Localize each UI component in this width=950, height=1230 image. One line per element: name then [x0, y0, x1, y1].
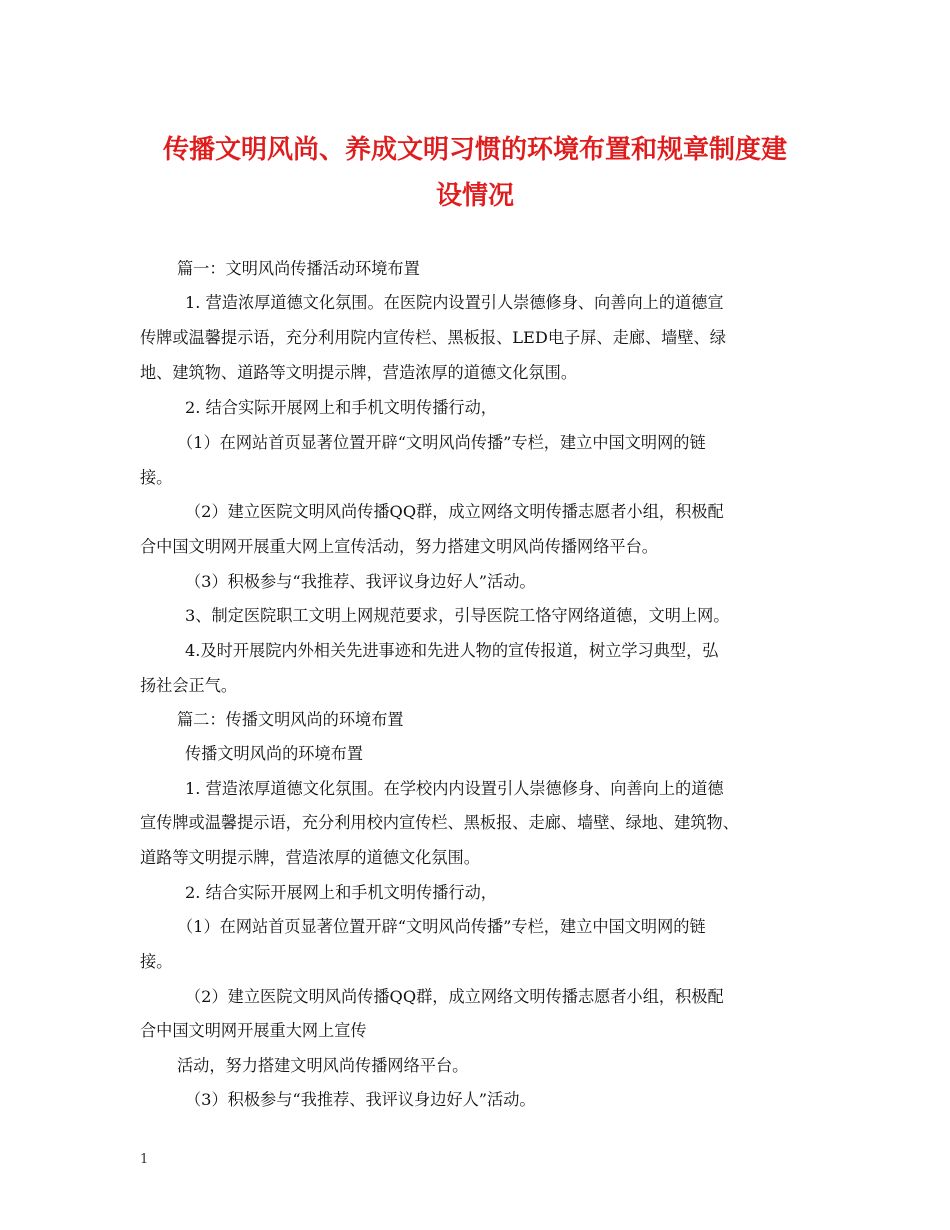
paragraph-line: （2）建立医院文明风尚传播QQ群，成立网络文明传播志愿者小组，积极配 [185, 987, 724, 1006]
paragraph-line: 2. 结合实际开展网上和手机文明传播行动， [185, 883, 497, 902]
section-heading-1: 篇一：文明风尚传播活动环境布置 [177, 259, 420, 278]
section-heading-2: 篇二：传播文明风尚的环境布置 [177, 710, 404, 729]
paragraph-line: 4.及时开展院内外相关先进事迹和先进人物的宣传报道，树立学习典型，弘 [185, 641, 719, 660]
paragraph-line: 宣传牌或温馨提示语，充分利用校内宣传栏、黑板报、走廊、墙壁、绿地、建筑物、 [140, 813, 739, 832]
document-title-line-1: 传播文明风尚、养成文明习惯的环境布置和规章制度建 [162, 135, 787, 165]
paragraph-line: 合中国文明网开展重大网上宣传 [140, 1021, 367, 1040]
paragraph-line: （3）积极参与“我推荐、我评议身边好人”活动。 [185, 1090, 536, 1109]
paragraph-line: （3）积极参与“我推荐、我评议身边好人”活动。 [185, 572, 536, 591]
paragraph-line: 合中国文明网开展重大网上宣传活动，努力搭建文明风尚传播网络平台。 [140, 537, 658, 556]
paragraph-line: 传牌或温馨提示语，充分利用院内宣传栏、黑板报、LED电子屏、走廊、墙壁、绿 [140, 328, 726, 347]
paragraph-line: 道路等文明提示牌，营造浓厚的道德文化氛围。 [140, 848, 480, 867]
paragraph-line: 1. 营造浓厚道德文化氛围。在学校内内设置引人崇德修身、向善向上的道德 [185, 779, 724, 798]
paragraph-line: 地、建筑物、道路等文明提示牌，营造浓厚的道德文化氛围。 [140, 363, 578, 382]
paragraph-line: 接。 [140, 952, 173, 971]
paragraph-line: 接。 [140, 468, 173, 487]
paragraph-line: 传播文明风尚的环境布置 [185, 744, 364, 763]
paragraph-line: 3、制定医院职工文明上网规范要求，引导医院工恪守网络道德，文明上网。 [185, 606, 730, 625]
document-title-line-2: 设情况 [435, 181, 514, 211]
paragraph-line: 1. 营造浓厚道德文化氛围。在医院内设置引人崇德修身、向善向上的道德宣 [185, 293, 724, 312]
paragraph-line: （1）在网站首页显著位置开辟“文明风尚传播”专栏，建立中国文明网的链 [177, 917, 706, 936]
paragraph-line: （1）在网站首页显著位置开辟“文明风尚传播”专栏，建立中国文明网的链 [177, 433, 706, 452]
paragraph-line: 活动，努力搭建文明风尚传播网络平台。 [177, 1056, 469, 1075]
paragraph-line: 2. 结合实际开展网上和手机文明传播行动， [185, 398, 497, 417]
paragraph-line: 扬社会正气。 [140, 676, 238, 695]
page-number: 1 [140, 1152, 149, 1167]
paragraph-line: （2）建立医院文明风尚传播QQ群，成立网络文明传播志愿者小组，积极配 [185, 502, 724, 521]
